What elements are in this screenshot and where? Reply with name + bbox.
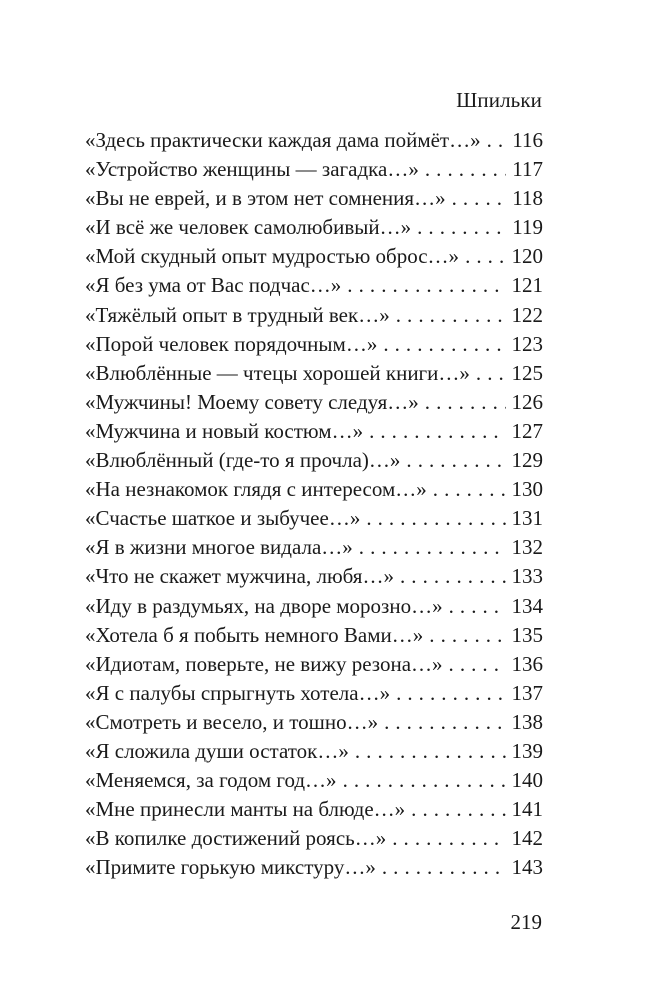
toc-entry-page: 136 bbox=[511, 651, 543, 676]
toc-entry-title: «Мой скудный опыт мудростью оброс…» bbox=[85, 244, 460, 269]
toc-entry-page: 116 bbox=[512, 128, 543, 152]
toc-entry bbox=[85, 446, 543, 475]
toc-dot-leader bbox=[400, 562, 506, 591]
page-number: 219 bbox=[510, 910, 542, 934]
toc-entry bbox=[85, 766, 543, 795]
toc-entry-title: «В копилке достижений роясь…» bbox=[85, 826, 387, 851]
toc-entry-page: 143 bbox=[511, 855, 543, 880]
toc-dot-leader bbox=[417, 213, 506, 242]
toc-entry bbox=[85, 737, 543, 766]
toc-entry bbox=[85, 533, 543, 562]
toc-dot-leader bbox=[452, 184, 507, 213]
toc-entry-title: «Вы не еврей, и в этом нет сомнения…» bbox=[85, 186, 446, 211]
toc-entry bbox=[85, 475, 543, 504]
toc-entry-page: 119 bbox=[512, 215, 543, 240]
toc-dot-leader bbox=[411, 795, 505, 824]
toc-dot-leader bbox=[382, 853, 506, 882]
toc-entry bbox=[85, 184, 543, 213]
toc-entry-title: «Я сложила души остаток…» bbox=[85, 738, 349, 763]
toc-entry-page: 139 bbox=[511, 738, 543, 763]
toc-dot-leader bbox=[366, 504, 505, 533]
toc-dot-leader bbox=[383, 330, 505, 359]
toc-entry-page: 125 bbox=[511, 360, 543, 385]
toc-entry bbox=[85, 592, 543, 621]
toc-entry-title: «Я с палубы спрыгнуть хотела…» bbox=[85, 680, 391, 705]
toc-entry bbox=[85, 301, 543, 330]
toc-entry-title: «Примите горькую микстуру…» bbox=[85, 855, 376, 880]
toc-entry-title: «Я без ума от Вас подчас…» bbox=[85, 273, 342, 298]
toc-entry-page: 126 bbox=[511, 389, 543, 414]
toc-dot-leader bbox=[425, 155, 506, 184]
toc-dot-leader bbox=[347, 271, 505, 300]
toc-entry bbox=[85, 562, 543, 591]
toc-entry-title: «Я в жизни многое видала…» bbox=[85, 535, 353, 560]
toc-entry-title: «Хотела б я побыть немного Вами…» bbox=[85, 622, 424, 647]
toc-dot-leader bbox=[396, 679, 505, 708]
toc-entry bbox=[85, 650, 543, 679]
toc-entry-title: «Порой человек порядочным…» bbox=[85, 331, 378, 356]
running-title: Шпильки bbox=[456, 88, 542, 112]
toc-entry-page: 138 bbox=[511, 709, 543, 734]
toc-dot-leader bbox=[449, 592, 506, 621]
toc-dot-leader bbox=[359, 533, 506, 562]
toc-entry bbox=[85, 824, 543, 853]
toc-entry-title: «Влюблённый (где-то я прочла)…» bbox=[85, 448, 401, 473]
toc-dot-leader bbox=[487, 126, 507, 155]
toc-dot-leader bbox=[476, 359, 506, 388]
toc-entry-page: 129 bbox=[511, 448, 543, 473]
toc-dot-leader bbox=[355, 737, 506, 766]
toc-entry bbox=[85, 504, 543, 533]
toc-dot-leader bbox=[429, 621, 505, 650]
toc-entry-page: 140 bbox=[511, 768, 543, 793]
toc-entry-title: «Мне принесли манты на блюде…» bbox=[85, 797, 406, 822]
toc-dot-leader bbox=[406, 446, 505, 475]
toc-entry-title: «Меняемся, за годом год…» bbox=[85, 768, 337, 793]
toc-entry bbox=[85, 621, 543, 650]
toc-entry-page: 127 bbox=[511, 418, 543, 443]
toc-entry-title: «Смотреть и весело, и тошно…» bbox=[85, 709, 379, 734]
toc-entry-title: «Устройство женщины — загадка…» bbox=[85, 157, 419, 182]
toc-entry bbox=[85, 359, 543, 388]
toc-entry bbox=[85, 853, 543, 882]
toc-dot-leader bbox=[392, 824, 505, 853]
toc-entry-title: «Здесь практически каждая дама поймёт…» bbox=[85, 128, 481, 152]
toc-entry-page: 121 bbox=[511, 273, 543, 298]
toc-entry-page: 142 bbox=[511, 826, 543, 851]
toc-dot-leader bbox=[449, 650, 506, 679]
toc-dot-leader bbox=[343, 766, 506, 795]
toc-entry bbox=[85, 330, 543, 359]
toc-entry-title: «На незнакомок глядя с интересом…» bbox=[85, 477, 427, 502]
toc-entry bbox=[85, 271, 543, 300]
toc-entry bbox=[85, 417, 543, 446]
toc-entry-page: 131 bbox=[511, 506, 543, 531]
toc-entry-page: 133 bbox=[511, 564, 543, 589]
toc-dot-leader bbox=[433, 475, 506, 504]
toc-entry-title: «Идиотам, поверьте, не вижу резона…» bbox=[85, 651, 443, 676]
toc-entry-title: «Тяжёлый опыт в трудный век…» bbox=[85, 302, 390, 327]
toc-entry bbox=[85, 679, 543, 708]
toc-entry-page: 132 bbox=[511, 535, 543, 560]
toc-entry-title: «Мужчина и новый костюм…» bbox=[85, 418, 364, 443]
toc-entry-page: 134 bbox=[511, 593, 543, 618]
toc-entry-page: 135 bbox=[511, 622, 543, 647]
toc-entry-title: «Счастье шаткое и зыбучее…» bbox=[85, 506, 361, 531]
toc-entry-page: 141 bbox=[511, 797, 543, 822]
toc-dot-leader bbox=[396, 301, 506, 330]
toc-entry bbox=[85, 708, 543, 737]
table-of-contents bbox=[85, 126, 543, 882]
toc-entry-title: «И всё же человек самолюбивый…» bbox=[85, 215, 412, 240]
toc-entry-page: 130 bbox=[511, 477, 543, 502]
toc-entry-page: 120 bbox=[511, 244, 543, 269]
toc-entry-title: «Иду в раздумьях, на дворе морозно…» bbox=[85, 593, 443, 618]
toc-dot-leader bbox=[425, 388, 506, 417]
toc-entry-page: 123 bbox=[511, 331, 543, 356]
toc-entry bbox=[85, 795, 543, 824]
toc-entry-page: 117 bbox=[512, 157, 543, 182]
toc-entry-page: 118 bbox=[512, 186, 543, 211]
toc-entry-title: «Влюблённые — чтецы хорошей книги…» bbox=[85, 360, 470, 385]
toc-entry-page: 137 bbox=[511, 680, 543, 705]
toc-entry-title: «Мужчины! Моему совету следуя…» bbox=[85, 389, 419, 414]
toc-dot-leader bbox=[369, 417, 505, 446]
toc-dot-leader bbox=[384, 708, 505, 737]
toc-entry bbox=[85, 213, 543, 242]
toc-entry bbox=[85, 242, 543, 271]
toc-entry-title: «Что не скажет мужчина, любя…» bbox=[85, 564, 394, 589]
toc-entry bbox=[85, 155, 543, 184]
toc-entry-page: 122 bbox=[511, 302, 543, 327]
toc-entry bbox=[85, 388, 543, 417]
toc-dot-leader bbox=[465, 242, 505, 271]
toc-entry bbox=[85, 126, 543, 155]
